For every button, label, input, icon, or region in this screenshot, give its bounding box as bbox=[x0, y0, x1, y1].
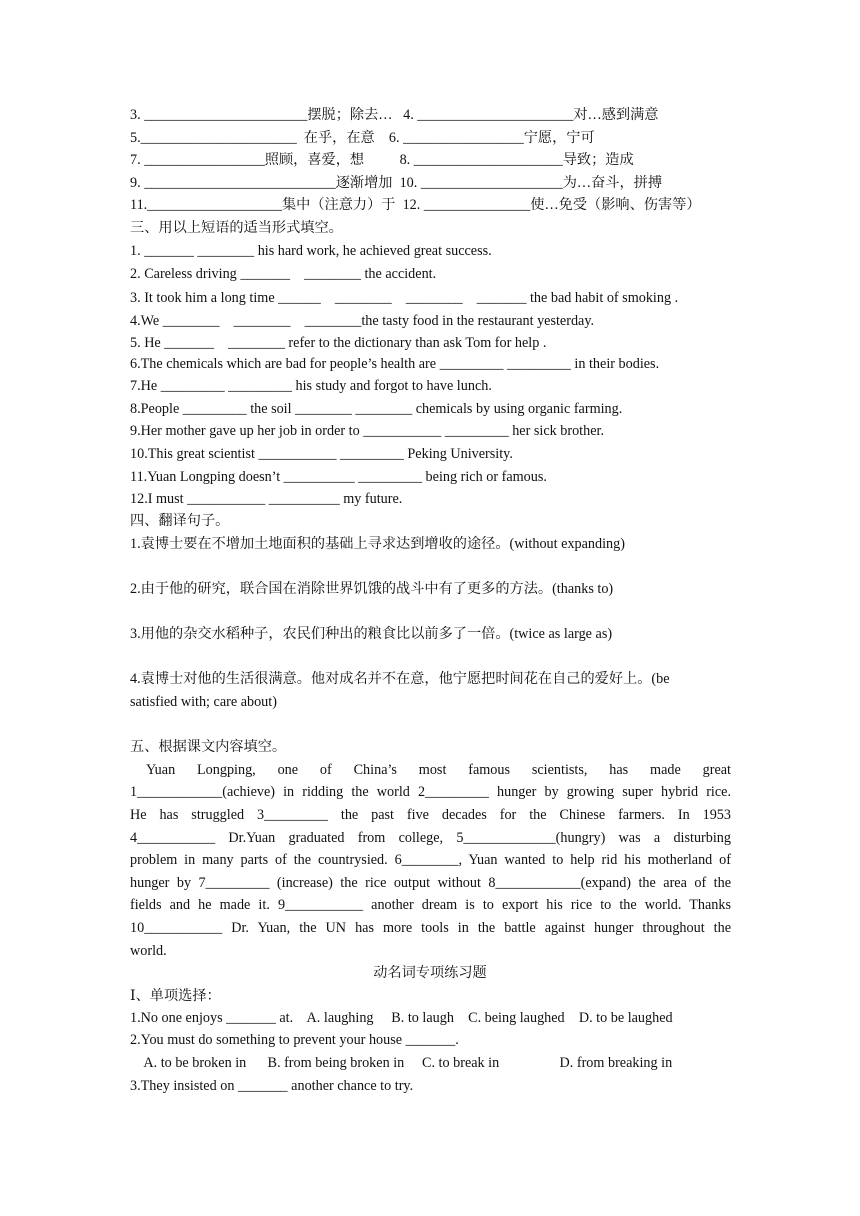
exercise-item: 2. Careless driving _______ ________ the accident. bbox=[130, 266, 437, 282]
passage-line: fields and he made it. 9___________ another dream is to export his rice to the world. Thanks bbox=[130, 897, 731, 913]
exercise-item: 7.He _________ _________ his study and forgot to have lunch. bbox=[130, 378, 492, 394]
phrase-line: 5.______________________ 在乎，在意 6. _________________宁愿，宁可 bbox=[130, 130, 595, 146]
exercise-item: 5. He _______ ________ refer to the dictionary than ask Tom for help . bbox=[130, 335, 547, 351]
translation-item: 1.袁博士要在不增加土地面积的基础上寻求达到增收的途径。(without expanding) bbox=[130, 536, 625, 552]
mc-options: A. to be broken in B. from being broken in C. to break in D. from breaking in bbox=[130, 1055, 673, 1071]
passage-line: 10___________ Dr. Yuan, the UN has more tools in the battle against hunger throughout the bbox=[130, 920, 731, 936]
exercise-item: 12.I must ___________ __________ my future. bbox=[130, 491, 403, 507]
passage-line: hunger by 7_________ (increase) the rice output without 8____________(expand) the area of the bbox=[130, 875, 731, 891]
gerund-title: 动名词专项练习题 bbox=[373, 965, 487, 981]
section-title: 四、翻译句子。 bbox=[130, 513, 230, 529]
translation-item: 3.用他的杂交水稻种子，农民们种出的粮食比以前多了一倍。(twice as large as) bbox=[130, 626, 613, 642]
section-title: 三、用以上短语的适当形式填空。 bbox=[130, 220, 343, 236]
exercise-item: 6.The chemicals which are bad for people’s health are _________ _________ in their bodies. bbox=[130, 356, 660, 372]
phrase-line: 7. _________________照顾，喜爱，想 8. _____________________导致；造成 bbox=[130, 152, 634, 168]
exercise-item: 11.Yuan Longping doesn’t __________ _________ being rich or famous. bbox=[130, 469, 547, 485]
exercise-item: 4.We ________ ________ ________the tasty food in the restaurant yesterday. bbox=[130, 313, 595, 329]
mc-item: 2.You must do something to prevent your house _______. bbox=[130, 1032, 459, 1048]
translation-item-cont: satisfied with; care about) bbox=[130, 694, 277, 710]
section-title: 五、根据课文内容填空。 bbox=[130, 739, 287, 755]
mc-item: 1.No one enjoys _______ at. A. laughing B. to laugh C. being laughed D. to be laughed bbox=[130, 1010, 673, 1026]
translation-item: 2.由于他的研究，联合国在消除世界饥饿的战斗中有了更多的方法。(thanks to) bbox=[130, 581, 614, 597]
mc-item: 3.They insisted on _______ another chance to try. bbox=[130, 1078, 414, 1094]
exercise-item: 9.Her mother gave up her job in order to ___________ _________ her sick brother. bbox=[130, 423, 604, 439]
passage-line: 1____________(achieve) in ridding the world 2_________ hunger by growing super hybrid rice. bbox=[130, 784, 731, 800]
passage-line: problem in many parts of the countrysied. 6________, Yuan wanted to help rid his motherland of bbox=[130, 852, 731, 868]
passage-line: He has struggled 3_________ the past five decades for the Chinese farmers. In 1953 bbox=[130, 807, 731, 823]
exercise-item: 3. It took him a long time ______ ________ ________ _______ the bad habit of smoking . bbox=[130, 290, 679, 306]
phrase-line: 3. _______________________摆脱；除去… 4. ______________________对…感到满意 bbox=[130, 107, 659, 123]
translation-item: 4.袁博士对他的生活很满意。他对成名并不在意，他宁愿把时间花在自己的爱好上。(be bbox=[130, 671, 670, 687]
exercise-item: 10.This great scientist ___________ _________ Peking University. bbox=[130, 446, 513, 462]
exercise-item: 8.People _________ the soil ________ ________ chemicals by using organic farming. bbox=[130, 401, 623, 417]
phrase-line: 9. ___________________________逐渐增加 10. ____________________为…奋斗，拼搏 bbox=[130, 175, 663, 191]
exercise-item: 1. _______ ________ his hard work, he achieved great success. bbox=[130, 243, 492, 259]
section-subtitle: Ⅰ、单项选择： bbox=[130, 988, 221, 1004]
passage-line: 4___________ Dr.Yuan graduated from college, 5_____________(hungry) was a disturbing bbox=[130, 830, 731, 846]
passage-line: world. bbox=[130, 943, 167, 959]
passage-line: Yuan Longping, one of China’s most famous scientists, has made great bbox=[146, 762, 731, 778]
phrase-line: 11.___________________集中（注意力）于 12. _______________使…免受（影响、伤害等） bbox=[130, 197, 701, 213]
